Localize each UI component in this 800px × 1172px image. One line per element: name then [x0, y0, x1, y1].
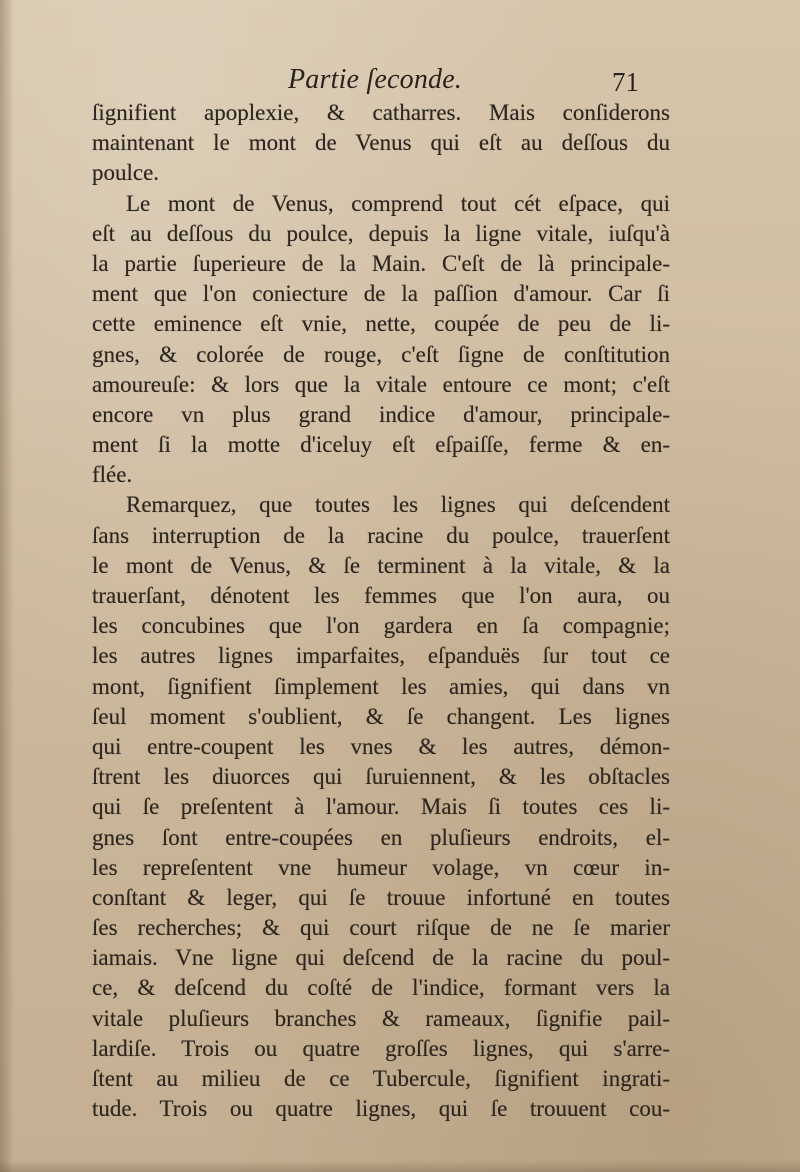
text-line: gnes, & colorée de rouge, c'eſt ſigne de conſtitution [92, 341, 670, 367]
text-line: cette eminence eſt vnie, nette, coupée de peu de li- [92, 311, 670, 337]
page-number: 71 [612, 67, 639, 97]
text-line: la partie ſuperieure de la Main. C'eſt de là principale- [92, 250, 670, 276]
text-line: les autres lignes imparfaites, eſpanduës ſur tout ce [92, 643, 670, 669]
text-line: poulce. [92, 160, 160, 186]
text-line: Le mont de Venus, comprend tout cét eſpace, qui [126, 190, 670, 216]
text-line: le mont de Venus, & ſe terminent à la vitale, & la [92, 552, 670, 578]
text-line: maintenant le mont de Venus qui eſt au deſſous du [92, 130, 670, 156]
text-line: mont, ſignifient ſimplement les amies, qui dans vn [92, 673, 670, 699]
running-head: Partie ſeconde. [288, 64, 463, 95]
body-text [92, 98, 670, 1124]
text-line: eſt au deſſous du poulce, depuis la ligne vitale, iuſqu'à [92, 220, 670, 246]
text-line: les repreſentent vne humeur volage, vn cœur in- [92, 854, 670, 880]
text-line: ſes recherches; & qui court riſque de ne ſe marier [92, 915, 670, 941]
text-line: ſtent au milieu de ce Tubercule, ſignifient ingrati- [92, 1066, 670, 1091]
text-line: qui entre-coupent les vnes & les autres, démon- [92, 733, 670, 759]
text-line: ſeul moment s'oublient, & ſe changent. Les lignes [92, 703, 670, 729]
text-line: lardiſe. Trois ou quatre groſſes lignes, qui s'arre- [92, 1035, 670, 1061]
text-line: ment ſi la motte d'iceluy eſt eſpaiſſe, ferme & en- [92, 432, 670, 458]
text-line: les concubines que l'on gardera en ſa compagnie; [92, 613, 670, 639]
text-line: ce, & deſcend du coſté de l'indice, formant vers la [92, 975, 670, 1001]
text-line: encore vn plus grand indice d'amour, principale- [92, 401, 670, 427]
text-line: conſtant & leger, qui ſe trouue infortuné en toutes [92, 884, 670, 910]
text-line: gnes ſont entre-coupées en pluſieurs endroits, el- [92, 824, 670, 850]
text-line: ſignifient apoplexie, & catharres. Mais conſiderons [92, 100, 670, 125]
text-line: ſtrent les diuorces qui ſuruiennent, & les obſtacles [92, 764, 670, 790]
text-line: ment que l'on coniecture de la paſſion d'amour. Car ſi [92, 281, 670, 307]
text-line: flée. [92, 462, 133, 488]
page-header [0, 62, 800, 102]
text-line: tude. Trois ou quatre lignes, qui ſe trouuent cou- [92, 1096, 670, 1122]
text-line: iamais. Vne ligne qui deſcend de la racine du poul- [92, 945, 670, 971]
text-line: vitale pluſieurs branches & rameaux, ſignifie pail- [92, 1005, 670, 1031]
text-line: amoureuſe: & lors que la vitale entoure ce mont; c'eſt [92, 371, 670, 397]
text-line: qui ſe preſentent à l'amour. Mais ſi toutes ces li- [92, 794, 670, 820]
text-line: Remarquez, que toutes les lignes qui deſcendent [126, 492, 670, 518]
text-line: ſans interruption de la racine du poulce, trauerſent [92, 522, 670, 548]
text-line: trauerſant, dénotent les femmes que l'on aura, ou [92, 583, 670, 608]
